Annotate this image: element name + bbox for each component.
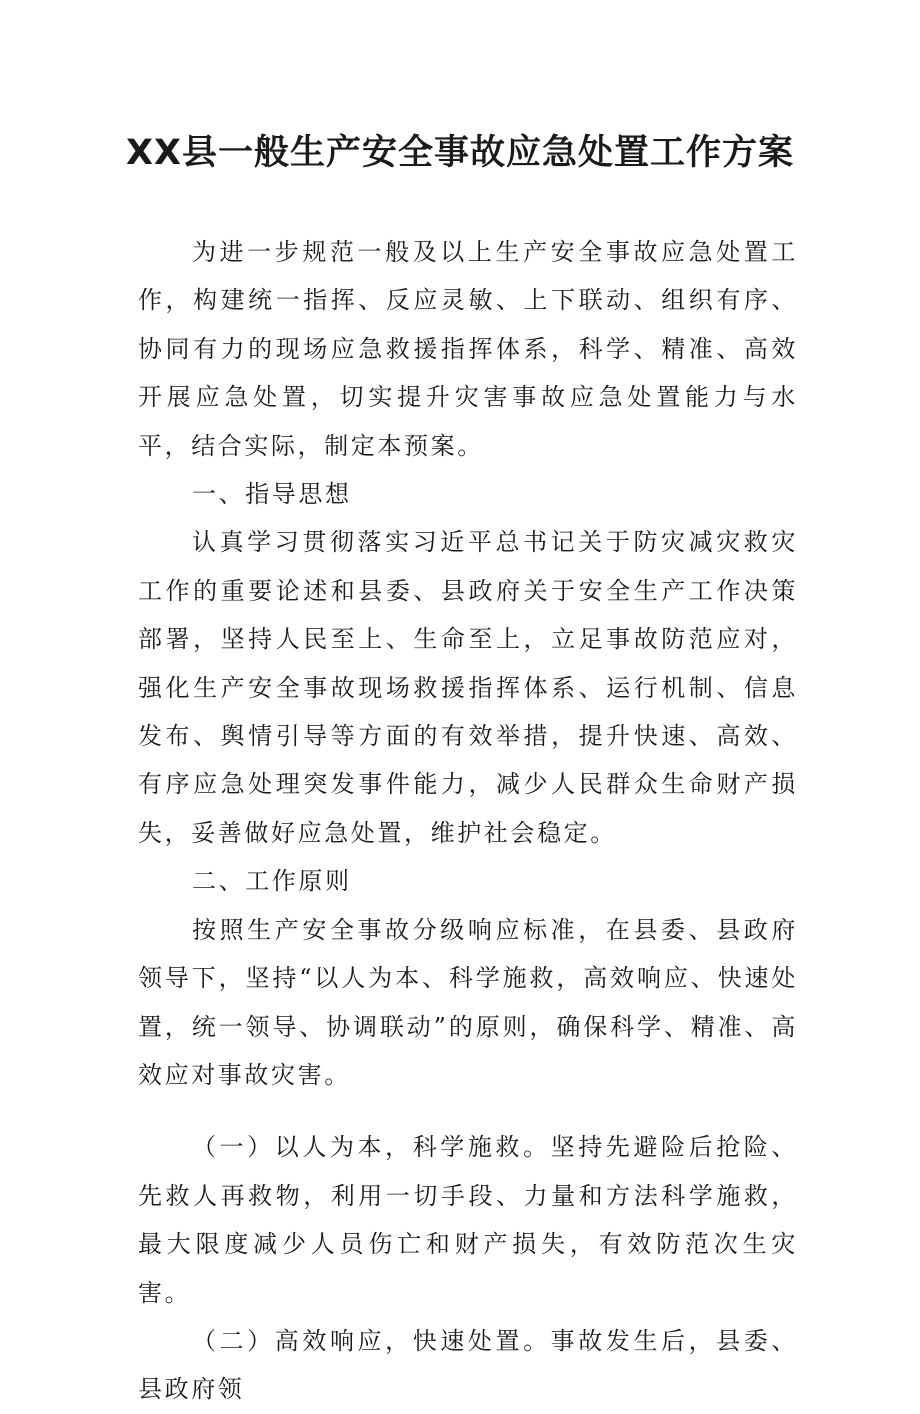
principle-item-2: （二）高效响应，快速处置。事故发生后，县委、县政府领 [138, 1326, 798, 1404]
document-body [138, 228, 798, 1414]
section-heading-guiding-ideology: 一、指导思想 [192, 480, 352, 509]
intro-paragraph: 为进一步规范一般及以上生产安全事故应急处置工作，构建统一指挥、反应灵敏、上下联动、组织有序、协同有力的现场应急救援指挥体系，科学、精准、高效开展应急处置，切实提升灾害事故应急处置能力与水平，结合实际，制定本预案。 [138, 238, 798, 460]
working-principles-paragraph: 按照生产安全事故分级响应标准，在县委、县政府领导下，坚持“以人为本、科学施救，高效响应、快速处置，统一领导、协调联动”的原则，确保科学、精准、高效应对事故灾害。 [138, 915, 798, 1089]
section-heading-working-principles: 二、工作原则 [192, 867, 352, 896]
principle-item-1: （一）以人为本，科学施救。坚持先避险后抢险、先救人再救物，利用一切手段、力量和方法科学施救，最大限度减少人员伤亡和财产损失，有效防范次生灾害。 [138, 1133, 798, 1307]
document-title: XX县一般生产安全事故应急处置工作方案 [126, 133, 794, 173]
guiding-ideology-paragraph: 认真学习贯彻落实习近平总书记关于防灾减灾救灾工作的重要论述和县委、县政府关于安全生产工作决策部署，坚持人民至上、生命至上，立足事故防范应对，强化生产安全事故现场救援指挥体系、运行机制、信息发布、舆情引导等方面的有效举措，提升快速、高效、有序应急处理突发事件能力，减少人民群众生命财产损失，妥善做好应急处置，维护社会稳定。 [138, 528, 798, 847]
